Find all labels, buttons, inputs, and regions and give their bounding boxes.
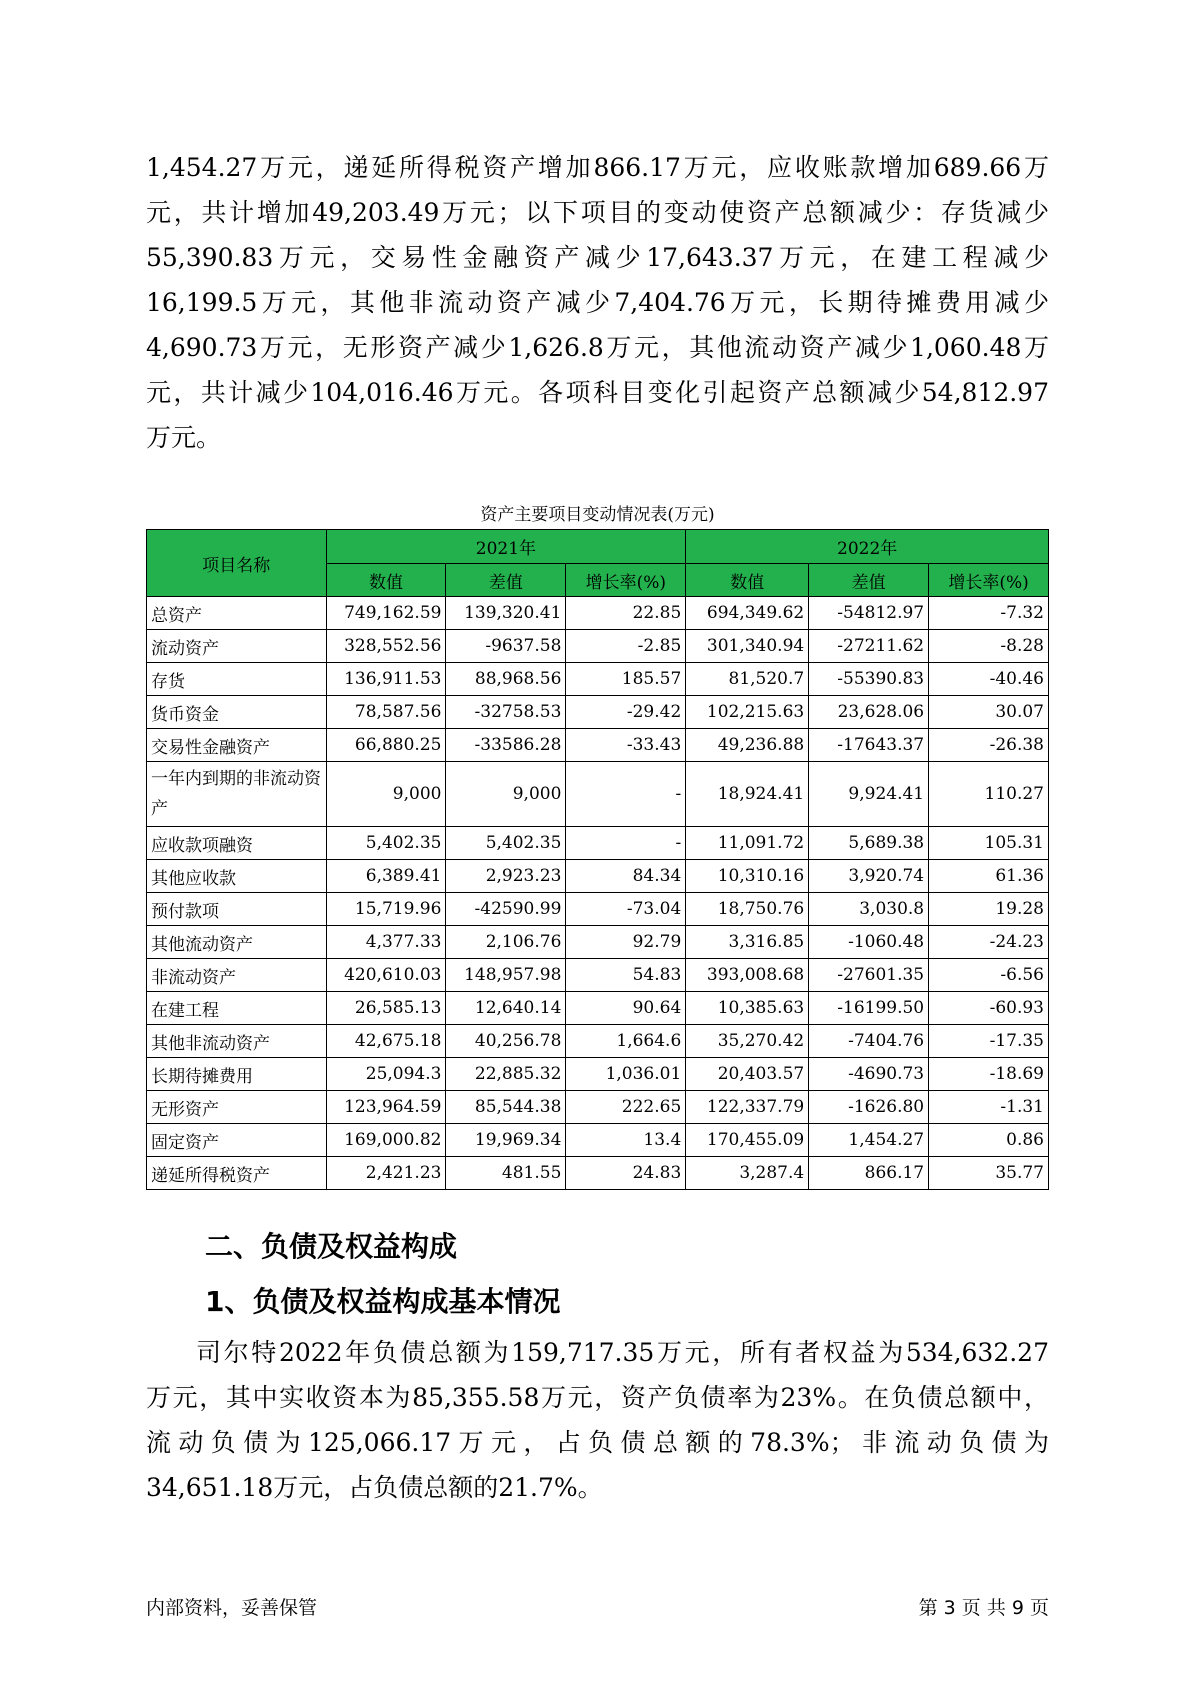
intro-paragraph — [146, 145, 1049, 460]
table-cell: 6,389.41 — [326, 860, 446, 893]
table-cell: 122,337.79 — [686, 1091, 809, 1124]
table-cell: -24.23 — [929, 926, 1049, 959]
row-item-name: 应收款项融资 — [147, 827, 327, 860]
table-cell: 49,236.88 — [686, 729, 809, 762]
table-cell: -4690.73 — [809, 1058, 929, 1091]
body-paragraph — [146, 1330, 1049, 1510]
table-cell: 1,664.6 — [566, 1025, 686, 1058]
table-cell: 15,719.96 — [326, 893, 446, 926]
intro-line: 元，共计增加49,203.49万元；以下项目的变动使资产总额减少：存货减少 — [146, 198, 1049, 227]
table-cell: -27211.62 — [809, 630, 929, 663]
table-cell: 1,036.01 — [566, 1058, 686, 1091]
table-row — [147, 860, 1049, 893]
table-cell: 105.31 — [929, 827, 1049, 860]
table-cell: -60.93 — [929, 992, 1049, 1025]
row-item-name: 预付款项 — [147, 893, 327, 926]
table-row — [147, 729, 1049, 762]
table-row — [147, 959, 1049, 992]
table-cell: 40,256.78 — [446, 1025, 566, 1058]
table-cell: 170,455.09 — [686, 1124, 809, 1157]
table-cell: 4,377.33 — [326, 926, 446, 959]
table-cell: 85,544.38 — [446, 1091, 566, 1124]
table-row — [147, 1157, 1049, 1190]
table-row — [147, 893, 1049, 926]
table-cell: 35,270.42 — [686, 1025, 809, 1058]
table-cell: 5,402.35 — [326, 827, 446, 860]
row-item-name: 货币资金 — [147, 696, 327, 729]
table-cell: -1626.80 — [809, 1091, 929, 1124]
table-cell: 10,310.16 — [686, 860, 809, 893]
table-cell: -6.56 — [929, 959, 1049, 992]
year-header-2021: 2021年 — [326, 530, 686, 564]
column-header: 数值 — [686, 564, 809, 597]
row-item-name: 递延所得税资产 — [147, 1157, 327, 1190]
footer-page-number: 第 3 页 共 9 页 — [918, 1597, 1049, 1619]
table-cell: 90.64 — [566, 992, 686, 1025]
table-cell: 136,911.53 — [326, 663, 446, 696]
table-cell: 19.28 — [929, 893, 1049, 926]
table-row — [147, 597, 1049, 630]
table-cell: - — [566, 827, 686, 860]
intro-line: 1,454.27万元，递延所得税资产增加866.17万元，应收账款增加689.66万 — [146, 153, 1049, 182]
body-line: 34,651.18万元，占负债总额的21.7%。 — [146, 1473, 603, 1502]
table-cell: -17643.37 — [809, 729, 929, 762]
section-heading: 二、负债及权益构成 — [205, 1230, 458, 1263]
table-cell: 420,610.03 — [326, 959, 446, 992]
column-header: 差值 — [809, 564, 929, 597]
table-cell: 42,675.18 — [326, 1025, 446, 1058]
table-cell: 30.07 — [929, 696, 1049, 729]
row-item-name: 其他非流动资产 — [147, 1025, 327, 1058]
body-line: 流动负债为125,066.17万元，占负债总额的78.3%；非流动负债为 — [146, 1428, 1049, 1457]
table-cell: 88,968.56 — [446, 663, 566, 696]
table-cell: 11,091.72 — [686, 827, 809, 860]
intro-line: 55,390.83万元，交易性金融资产减少17,643.37万元，在建工程减少 — [146, 243, 1049, 272]
table-cell: 2,106.76 — [446, 926, 566, 959]
table-cell: 139,320.41 — [446, 597, 566, 630]
row-item-name: 交易性金融资产 — [147, 729, 327, 762]
table-cell: -18.69 — [929, 1058, 1049, 1091]
table-cell: 222.65 — [566, 1091, 686, 1124]
table-cell: -27601.35 — [809, 959, 929, 992]
table-cell: -40.46 — [929, 663, 1049, 696]
table-cell: 12,640.14 — [446, 992, 566, 1025]
table-cell: 3,920.74 — [809, 860, 929, 893]
table-cell: 0.86 — [929, 1124, 1049, 1157]
intro-line: 万元。 — [146, 423, 222, 452]
table-cell: 20,403.57 — [686, 1058, 809, 1091]
row-item-name: 无形资产 — [147, 1091, 327, 1124]
table-cell: -33586.28 — [446, 729, 566, 762]
table-cell: -16199.50 — [809, 992, 929, 1025]
table-cell: 23,628.06 — [809, 696, 929, 729]
table-row — [147, 696, 1049, 729]
table-row — [147, 630, 1049, 663]
table-cell: -2.85 — [566, 630, 686, 663]
table-cell: 54.83 — [566, 959, 686, 992]
table-row — [147, 1025, 1049, 1058]
table-cell: -33.43 — [566, 729, 686, 762]
table-cell: 22,885.32 — [446, 1058, 566, 1091]
column-header: 差值 — [446, 564, 566, 597]
table-cell: 1,454.27 — [809, 1124, 929, 1157]
row-item-name: 其他应收款 — [147, 860, 327, 893]
table-row — [147, 1124, 1049, 1157]
table-cell: 18,924.41 — [686, 762, 809, 827]
table-cell: 18,750.76 — [686, 893, 809, 926]
row-item-name: 长期待摊费用 — [147, 1058, 327, 1091]
table-cell: 22.85 — [566, 597, 686, 630]
table-cell: 24.83 — [566, 1157, 686, 1190]
table-cell: 78,587.56 — [326, 696, 446, 729]
table-cell: 3,316.85 — [686, 926, 809, 959]
table-caption: 资产主要项目变动情况表(万元) — [480, 505, 715, 525]
year-header-2022: 2022年 — [686, 530, 1049, 564]
table-cell: -54812.97 — [809, 597, 929, 630]
table-cell: -32758.53 — [446, 696, 566, 729]
row-item-name: 总资产 — [147, 597, 327, 630]
column-header: 增长率(%) — [929, 564, 1049, 597]
table-cell: 328,552.56 — [326, 630, 446, 663]
table-cell: 35.77 — [929, 1157, 1049, 1190]
table-cell: 26,585.13 — [326, 992, 446, 1025]
footer-confidential-note: 内部资料，妥善保管 — [146, 1597, 318, 1619]
intro-line: 16,199.5万元，其他非流动资产减少7,404.76万元，长期待摊费用减少 — [146, 288, 1049, 317]
table-cell: -26.38 — [929, 729, 1049, 762]
column-header: 增长率(%) — [566, 564, 686, 597]
table-cell: -8.28 — [929, 630, 1049, 663]
table-cell: 2,421.23 — [326, 1157, 446, 1190]
table-row — [147, 1091, 1049, 1124]
row-item-name: 存货 — [147, 663, 327, 696]
table-cell: 10,385.63 — [686, 992, 809, 1025]
table-cell: 5,689.38 — [809, 827, 929, 860]
table-cell: -7.32 — [929, 597, 1049, 630]
table-cell: 9,000 — [446, 762, 566, 827]
table-row — [147, 827, 1049, 860]
table-cell: 866.17 — [809, 1157, 929, 1190]
table-cell: 81,520.7 — [686, 663, 809, 696]
column-header: 数值 — [326, 564, 446, 597]
table-cell: 3,287.4 — [686, 1157, 809, 1190]
row-item-name: 流动资产 — [147, 630, 327, 663]
row-item-name: 固定资产 — [147, 1124, 327, 1157]
table-cell: 102,215.63 — [686, 696, 809, 729]
table-cell: 61.36 — [929, 860, 1049, 893]
column-header-name: 项目名称 — [147, 530, 327, 597]
table-cell: 148,957.98 — [446, 959, 566, 992]
intro-line: 4,690.73万元，无形资产减少1,626.8万元，其他流动资产减少1,060.48万 — [146, 333, 1049, 362]
body-line: 司尔特2022年负债总额为159,717.35万元，所有者权益为534,632.27 — [196, 1338, 1049, 1367]
table-cell: -9637.58 — [446, 630, 566, 663]
table-row — [147, 1058, 1049, 1091]
table-cell: -17.35 — [929, 1025, 1049, 1058]
table-cell: 5,402.35 — [446, 827, 566, 860]
table-cell: -55390.83 — [809, 663, 929, 696]
asset-change-table — [146, 529, 1049, 1190]
table-cell: 694,349.62 — [686, 597, 809, 630]
table-cell: 9,924.41 — [809, 762, 929, 827]
table-cell: -29.42 — [566, 696, 686, 729]
table-cell: 9,000 — [326, 762, 446, 827]
row-item-name: 在建工程 — [147, 992, 327, 1025]
row-item-name: 非流动资产 — [147, 959, 327, 992]
table-cell: 169,000.82 — [326, 1124, 446, 1157]
table-cell: 185.57 — [566, 663, 686, 696]
table-cell: 13.4 — [566, 1124, 686, 1157]
table-cell: 749,162.59 — [326, 597, 446, 630]
table-cell: -7404.76 — [809, 1025, 929, 1058]
subsection-heading: 1、负债及权益构成基本情况 — [205, 1285, 561, 1318]
table-cell: 3,030.8 — [809, 893, 929, 926]
table-cell: -42590.99 — [446, 893, 566, 926]
row-item-name: 一年内到期的非流动资产 — [147, 762, 327, 827]
table-cell: 19,969.34 — [446, 1124, 566, 1157]
row-item-name: 其他流动资产 — [147, 926, 327, 959]
table-row — [147, 663, 1049, 696]
table-cell: -1060.48 — [809, 926, 929, 959]
intro-line: 元，共计减少104,016.46万元。各项科目变化引起资产总额减少54,812.97 — [146, 378, 1049, 407]
table-cell: 84.34 — [566, 860, 686, 893]
table-cell: -73.04 — [566, 893, 686, 926]
table-cell: 301,340.94 — [686, 630, 809, 663]
table-cell: - — [566, 762, 686, 827]
table-cell: 110.27 — [929, 762, 1049, 827]
table-cell: 2,923.23 — [446, 860, 566, 893]
table-cell: 393,008.68 — [686, 959, 809, 992]
body-line: 万元，其中实收资本为85,355.58万元，资产负债率为23%。在负债总额中， — [146, 1383, 1049, 1412]
table-cell: 25,094.3 — [326, 1058, 446, 1091]
table-row — [147, 926, 1049, 959]
table-cell: 66,880.25 — [326, 729, 446, 762]
table-cell: 123,964.59 — [326, 1091, 446, 1124]
table-cell: 92.79 — [566, 926, 686, 959]
table-row — [147, 762, 1049, 827]
table-row — [147, 992, 1049, 1025]
table-cell: 481.55 — [446, 1157, 566, 1190]
table-cell: -1.31 — [929, 1091, 1049, 1124]
